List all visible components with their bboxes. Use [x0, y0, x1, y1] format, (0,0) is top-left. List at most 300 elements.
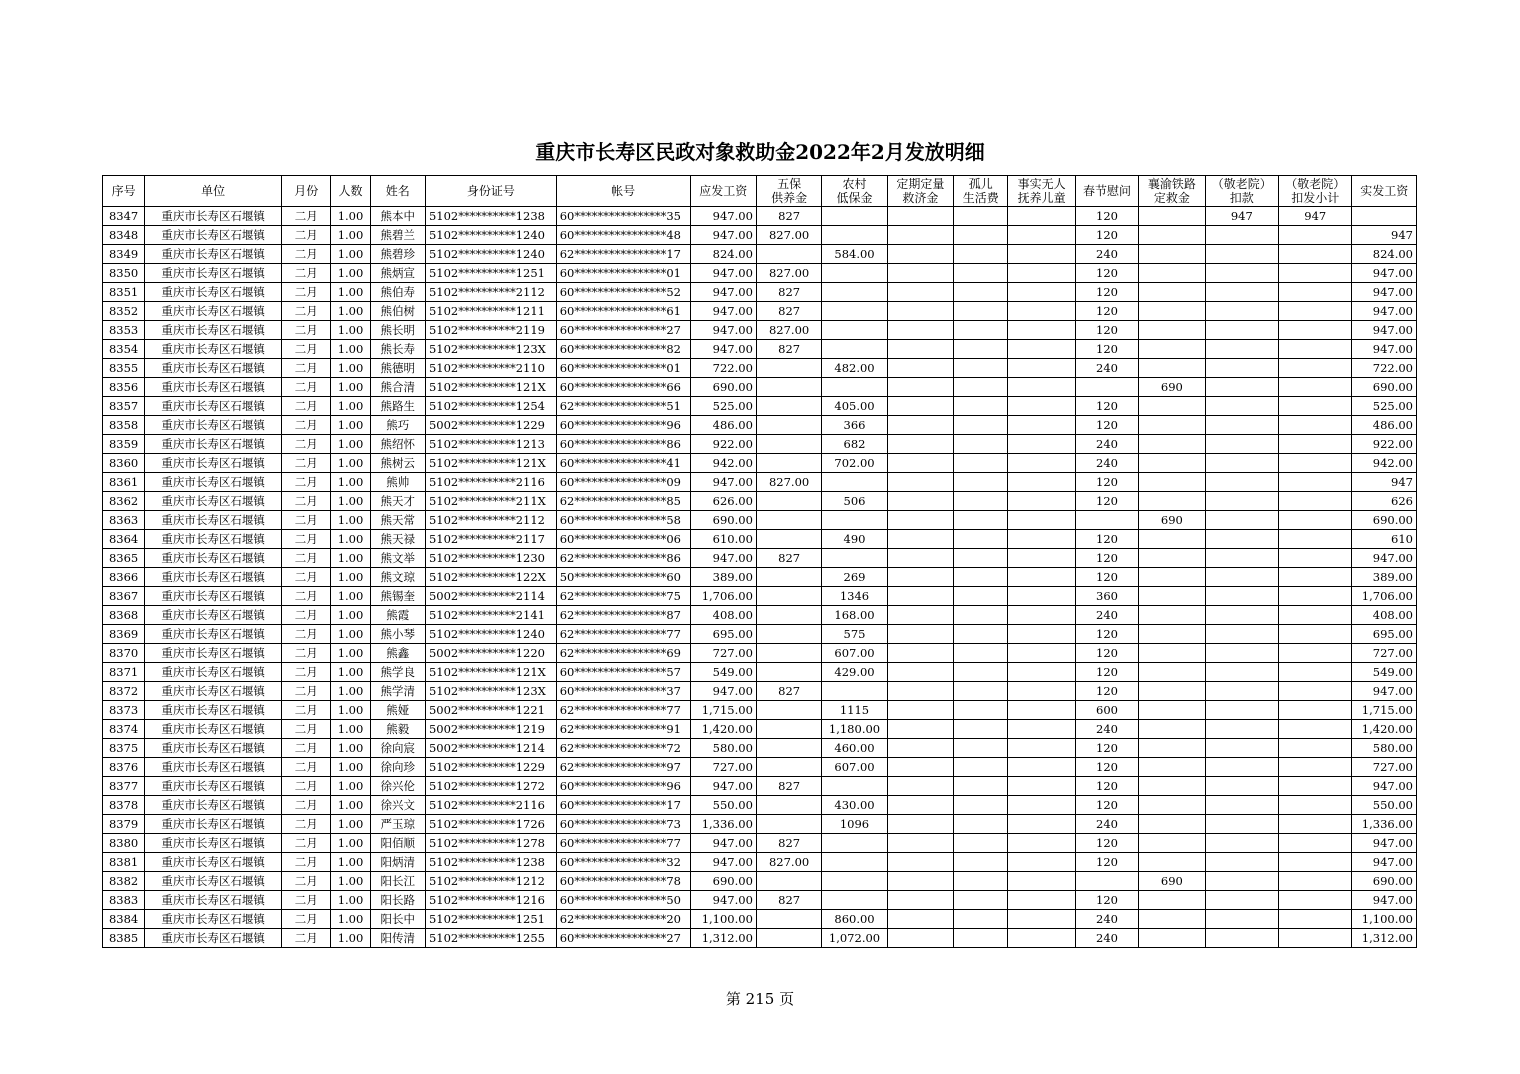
table-cell: 阳长江: [370, 872, 425, 891]
table-cell: 1,100.00: [690, 910, 756, 929]
table-cell: 727.00: [690, 758, 756, 777]
table-cell: 熊帅: [370, 473, 425, 492]
table-cell: 60****************06: [556, 530, 690, 549]
table-cell: [954, 435, 1008, 454]
table-cell: 5102**********2116: [425, 796, 556, 815]
table-cell: 8354: [103, 340, 145, 359]
table-cell: 60****************27: [556, 929, 690, 948]
table-cell: 827.00: [756, 853, 821, 872]
table-cell: 120: [1075, 492, 1138, 511]
table-cell: 947.00: [690, 891, 756, 910]
table-cell: 5102**********2116: [425, 473, 556, 492]
table-cell: 922.00: [690, 435, 756, 454]
table-cell: [1139, 340, 1205, 359]
table-cell: 二月: [282, 606, 331, 625]
table-cell: 8359: [103, 435, 145, 454]
table-cell: 60****************66: [556, 378, 690, 397]
table-cell: 1.00: [331, 720, 370, 739]
table-cell: 947.00: [690, 264, 756, 283]
table-cell: 610.00: [690, 530, 756, 549]
table-cell: 1.00: [331, 283, 370, 302]
table-cell: 947: [1205, 207, 1278, 226]
table-cell: 8365: [103, 549, 145, 568]
table-cell: [1205, 302, 1278, 321]
table-cell: [1205, 397, 1278, 416]
table-cell: [756, 530, 821, 549]
table-cell: 二月: [282, 701, 331, 720]
table-cell: [954, 587, 1008, 606]
table-cell: 重庆市长寿区石堰镇: [145, 929, 282, 948]
table-cell: 60****************09: [556, 473, 690, 492]
table-row: [103, 283, 1417, 302]
table-cell: [1008, 587, 1075, 606]
table-cell: 120: [1075, 397, 1138, 416]
table-cell: [1008, 321, 1075, 340]
table-cell: 1,715.00: [1352, 701, 1417, 720]
table-cell: 60****************41: [556, 454, 690, 473]
table-cell: 1.00: [331, 834, 370, 853]
table-cell: 1,312.00: [690, 929, 756, 948]
table-cell: [1279, 435, 1352, 454]
table-cell: 二月: [282, 378, 331, 397]
table-row: [103, 663, 1417, 682]
table-cell: [954, 359, 1008, 378]
table-cell: 1.00: [331, 587, 370, 606]
table-cell: 240: [1075, 359, 1138, 378]
table-cell: 947.00: [690, 283, 756, 302]
column-header: 五保 供养金: [756, 176, 821, 207]
table-cell: 947.00: [690, 834, 756, 853]
table-cell: 8353: [103, 321, 145, 340]
table-row: [103, 606, 1417, 625]
table-cell: 360: [1075, 587, 1138, 606]
table-cell: [1008, 777, 1075, 796]
table-cell: [822, 777, 887, 796]
table-cell: 8384: [103, 910, 145, 929]
table-cell: [1008, 207, 1075, 226]
table-row: [103, 587, 1417, 606]
table-row: [103, 397, 1417, 416]
table-cell: [1205, 663, 1278, 682]
table-cell: 62****************72: [556, 739, 690, 758]
table-row: [103, 492, 1417, 511]
table-cell: 徐向珍: [370, 758, 425, 777]
table-cell: [954, 321, 1008, 340]
table-cell: [1008, 834, 1075, 853]
table-cell: [1008, 435, 1075, 454]
table-cell: 60****************77: [556, 834, 690, 853]
table-cell: 5102**********2141: [425, 606, 556, 625]
table-cell: 1,715.00: [690, 701, 756, 720]
table-cell: [756, 701, 821, 720]
table-cell: 重庆市长寿区石堰镇: [145, 568, 282, 587]
table-cell: 重庆市长寿区石堰镇: [145, 644, 282, 663]
table-cell: [1008, 454, 1075, 473]
table-cell: [1279, 397, 1352, 416]
table-cell: 60****************96: [556, 416, 690, 435]
table-row: [103, 340, 1417, 359]
table-cell: 947.00: [1352, 321, 1417, 340]
table-cell: 120: [1075, 834, 1138, 853]
table-cell: 947.00: [1352, 283, 1417, 302]
table-cell: [954, 207, 1008, 226]
table-cell: 60****************96: [556, 777, 690, 796]
table-cell: 60****************57: [556, 663, 690, 682]
table-cell: 8363: [103, 511, 145, 530]
table-cell: 1.00: [331, 454, 370, 473]
table-cell: 695.00: [1352, 625, 1417, 644]
table-cell: 8377: [103, 777, 145, 796]
table-cell: [1279, 625, 1352, 644]
table-cell: 827: [756, 891, 821, 910]
table-cell: 947.00: [690, 473, 756, 492]
table-cell: 120: [1075, 625, 1138, 644]
table-cell: [1279, 834, 1352, 853]
table-cell: 重庆市长寿区石堰镇: [145, 283, 282, 302]
table-cell: 二月: [282, 910, 331, 929]
table-cell: 8378: [103, 796, 145, 815]
table-cell: 重庆市长寿区石堰镇: [145, 492, 282, 511]
table-cell: 120: [1075, 283, 1138, 302]
table-cell: [822, 226, 887, 245]
table-row: [103, 473, 1417, 492]
table-cell: [1075, 872, 1138, 891]
table-cell: [756, 929, 821, 948]
table-cell: [887, 872, 953, 891]
table-cell: [1279, 302, 1352, 321]
table-cell: [756, 435, 821, 454]
table-cell: [1139, 758, 1205, 777]
table-cell: 二月: [282, 834, 331, 853]
table-cell: 389.00: [1352, 568, 1417, 587]
table-cell: 1115: [822, 701, 887, 720]
table-cell: 120: [1075, 682, 1138, 701]
table-cell: [1139, 416, 1205, 435]
table-cell: [1205, 815, 1278, 834]
table-cell: 942.00: [1352, 454, 1417, 473]
table-cell: [756, 397, 821, 416]
table-cell: 二月: [282, 720, 331, 739]
table-cell: [822, 872, 887, 891]
table-cell: 熊学良: [370, 663, 425, 682]
table-cell: 二月: [282, 207, 331, 226]
table-cell: [954, 872, 1008, 891]
table-cell: 二月: [282, 777, 331, 796]
table-cell: 824.00: [1352, 245, 1417, 264]
table-cell: [1279, 283, 1352, 302]
table-cell: 62****************69: [556, 644, 690, 663]
table-cell: [756, 910, 821, 929]
table-cell: [1279, 245, 1352, 264]
table-cell: [1139, 663, 1205, 682]
table-cell: 5102**********2112: [425, 511, 556, 530]
table-cell: 860.00: [822, 910, 887, 929]
table-cell: 熊长寿: [370, 340, 425, 359]
table-cell: [1205, 625, 1278, 644]
table-cell: 徐兴文: [370, 796, 425, 815]
table-cell: 熊路生: [370, 397, 425, 416]
table-cell: [954, 853, 1008, 872]
table-cell: 408.00: [1352, 606, 1417, 625]
table-cell: 5102**********1212: [425, 872, 556, 891]
table-cell: 5002**********2114: [425, 587, 556, 606]
table-cell: 5102**********1240: [425, 226, 556, 245]
table-cell: [1139, 568, 1205, 587]
table-cell: 熊绍怀: [370, 435, 425, 454]
table-cell: 熊德明: [370, 359, 425, 378]
table-cell: [1279, 606, 1352, 625]
table-cell: [1139, 720, 1205, 739]
table-cell: [887, 853, 953, 872]
table-cell: 重庆市长寿区石堰镇: [145, 340, 282, 359]
table-cell: [1008, 283, 1075, 302]
table-cell: 922.00: [1352, 435, 1417, 454]
table-cell: [954, 815, 1008, 834]
table-cell: 5102**********121X: [425, 454, 556, 473]
table-cell: 重庆市长寿区石堰镇: [145, 815, 282, 834]
table-cell: [1279, 549, 1352, 568]
table-row: [103, 511, 1417, 530]
table-cell: 阳长中: [370, 910, 425, 929]
table-cell: [822, 207, 887, 226]
table-cell: [954, 758, 1008, 777]
table-cell: [887, 359, 953, 378]
table-cell: [1008, 872, 1075, 891]
table-cell: 240: [1075, 929, 1138, 948]
table-cell: 二月: [282, 796, 331, 815]
table-cell: 1.00: [331, 207, 370, 226]
table-cell: [1279, 378, 1352, 397]
table-cell: [1139, 834, 1205, 853]
table-cell: [756, 416, 821, 435]
table-cell: [954, 302, 1008, 321]
table-cell: [1008, 397, 1075, 416]
table-cell: [1008, 549, 1075, 568]
table-cell: 690.00: [1352, 378, 1417, 397]
table-cell: [1139, 701, 1205, 720]
table-cell: 二月: [282, 492, 331, 511]
table-cell: 5102**********122X: [425, 568, 556, 587]
table-row: [103, 777, 1417, 796]
table-cell: [1008, 264, 1075, 283]
table-cell: 947.00: [690, 302, 756, 321]
table-cell: [1139, 397, 1205, 416]
table-cell: 62****************91: [556, 720, 690, 739]
table-cell: 1.00: [331, 530, 370, 549]
table-cell: [954, 777, 1008, 796]
table-cell: 1.00: [331, 397, 370, 416]
table-cell: 1.00: [331, 853, 370, 872]
table-cell: 429.00: [822, 663, 887, 682]
table-cell: 60****************86: [556, 435, 690, 454]
table-cell: 1,706.00: [1352, 587, 1417, 606]
table-cell: 690: [1139, 511, 1205, 530]
table-row: [103, 891, 1417, 910]
table-cell: 1.00: [331, 473, 370, 492]
table-cell: [887, 910, 953, 929]
table-cell: 5102**********1230: [425, 549, 556, 568]
table-cell: 120: [1075, 549, 1138, 568]
table-cell: [1008, 492, 1075, 511]
table-cell: 5102**********121X: [425, 378, 556, 397]
table-cell: 重庆市长寿区石堰镇: [145, 834, 282, 853]
table-cell: 5102**********2117: [425, 530, 556, 549]
table-cell: [1279, 777, 1352, 796]
table-cell: 8374: [103, 720, 145, 739]
table-cell: [954, 226, 1008, 245]
table-cell: 二月: [282, 549, 331, 568]
table-cell: 1.00: [331, 549, 370, 568]
table-cell: 60****************82: [556, 340, 690, 359]
table-cell: [1205, 682, 1278, 701]
table-cell: 重庆市长寿区石堰镇: [145, 739, 282, 758]
table-cell: [1279, 359, 1352, 378]
table-cell: 626: [1352, 492, 1417, 511]
table-cell: 8355: [103, 359, 145, 378]
table-cell: [1139, 910, 1205, 929]
table-cell: [1008, 302, 1075, 321]
table-row: [103, 720, 1417, 739]
table-cell: [1205, 606, 1278, 625]
table-cell: 549.00: [690, 663, 756, 682]
table-cell: [1008, 511, 1075, 530]
table-cell: 熊长明: [370, 321, 425, 340]
table-cell: 8348: [103, 226, 145, 245]
table-cell: 690.00: [690, 378, 756, 397]
table-cell: 62****************87: [556, 606, 690, 625]
table-cell: 1,180.00: [822, 720, 887, 739]
table-cell: 120: [1075, 207, 1138, 226]
table-cell: 1,100.00: [1352, 910, 1417, 929]
column-header: 月份: [282, 176, 331, 207]
column-header: （敬老院） 扣发小计: [1279, 176, 1352, 207]
table-cell: [1205, 568, 1278, 587]
table-cell: [1205, 834, 1278, 853]
table-cell: [887, 815, 953, 834]
table-cell: [887, 511, 953, 530]
column-header: 事实无人 抚养儿童: [1008, 176, 1075, 207]
table-cell: 727.00: [1352, 758, 1417, 777]
table-cell: [1139, 853, 1205, 872]
table-cell: [1279, 853, 1352, 872]
table-cell: 5102**********1240: [425, 625, 556, 644]
table-cell: 120: [1075, 739, 1138, 758]
table-cell: 1.00: [331, 226, 370, 245]
table-cell: [822, 834, 887, 853]
table-cell: [1008, 568, 1075, 587]
table-cell: [1139, 644, 1205, 663]
table-cell: 二月: [282, 416, 331, 435]
table-cell: 824.00: [690, 245, 756, 264]
table-cell: 熊天禄: [370, 530, 425, 549]
table-cell: 熊天才: [370, 492, 425, 511]
table-cell: [887, 625, 953, 644]
table-cell: [1205, 549, 1278, 568]
table-row: [103, 549, 1417, 568]
table-cell: 1.00: [331, 359, 370, 378]
table-cell: 二月: [282, 625, 331, 644]
table-cell: 1,312.00: [1352, 929, 1417, 948]
table-cell: [1139, 226, 1205, 245]
table-cell: 607.00: [822, 758, 887, 777]
table-cell: [887, 302, 953, 321]
table-cell: [1279, 511, 1352, 530]
table-cell: [887, 416, 953, 435]
table-cell: [1205, 910, 1278, 929]
table-cell: [1139, 435, 1205, 454]
table-cell: [954, 625, 1008, 644]
table-cell: 5102**********211X: [425, 492, 556, 511]
table-cell: 1096: [822, 815, 887, 834]
table-cell: [887, 796, 953, 815]
table-cell: 1.00: [331, 910, 370, 929]
table-cell: 486.00: [690, 416, 756, 435]
table-cell: 827: [756, 283, 821, 302]
column-header: 定期定量 救济金: [887, 176, 953, 207]
table-cell: [954, 910, 1008, 929]
table-cell: 5102**********2110: [425, 359, 556, 378]
table-cell: [1279, 910, 1352, 929]
table-cell: 120: [1075, 226, 1138, 245]
table-cell: [1279, 815, 1352, 834]
table-cell: 重庆市长寿区石堰镇: [145, 853, 282, 872]
table-cell: 1.00: [331, 340, 370, 359]
table-cell: 1.00: [331, 321, 370, 340]
table-cell: 二月: [282, 929, 331, 948]
table-cell: [1205, 644, 1278, 663]
table-cell: [954, 245, 1008, 264]
table-cell: [1205, 530, 1278, 549]
table-cell: 1,336.00: [690, 815, 756, 834]
table-cell: [822, 264, 887, 283]
table-cell: 827.00: [756, 264, 821, 283]
column-header: （敬老院） 扣款: [1205, 176, 1278, 207]
table-cell: [1205, 701, 1278, 720]
column-header: 农村 低保金: [822, 176, 887, 207]
table-row: [103, 644, 1417, 663]
table-cell: 重庆市长寿区石堰镇: [145, 226, 282, 245]
table-row: [103, 910, 1417, 929]
table-cell: 重庆市长寿区石堰镇: [145, 397, 282, 416]
table-cell: [1205, 416, 1278, 435]
table-cell: 1.00: [331, 682, 370, 701]
table-cell: 695.00: [690, 625, 756, 644]
table-cell: 5102**********1255: [425, 929, 556, 948]
table-cell: 1.00: [331, 302, 370, 321]
column-header: 单位: [145, 176, 282, 207]
table-cell: 947.00: [1352, 340, 1417, 359]
table-cell: 重庆市长寿区石堰镇: [145, 777, 282, 796]
table-cell: [1139, 549, 1205, 568]
table-cell: 62****************51: [556, 397, 690, 416]
table-cell: [1008, 378, 1075, 397]
table-cell: [954, 701, 1008, 720]
table-row: [103, 568, 1417, 587]
table-cell: [756, 663, 821, 682]
table-cell: [1205, 872, 1278, 891]
table-cell: [756, 568, 821, 587]
table-cell: [1075, 378, 1138, 397]
table-cell: [1008, 606, 1075, 625]
table-cell: [954, 796, 1008, 815]
table-cell: [954, 739, 1008, 758]
table-cell: [1139, 587, 1205, 606]
table-cell: [1279, 264, 1352, 283]
table-cell: [1008, 853, 1075, 872]
column-header: 春节慰问: [1075, 176, 1138, 207]
table-header: [103, 176, 1417, 207]
table-cell: [1205, 378, 1278, 397]
